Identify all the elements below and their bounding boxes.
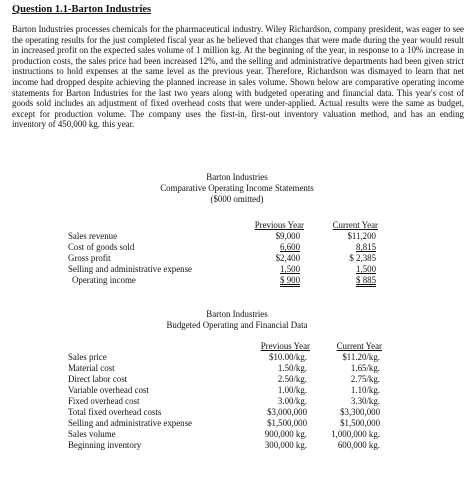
budget-row-previous: 2.50/kg. <box>277 374 307 384</box>
budget-row-label: Direct labor cost <box>68 374 128 384</box>
budget-row-label: Fixed overhead cost <box>68 396 140 406</box>
budget-row-current: 1.10/kg. <box>350 385 380 395</box>
budget-row-previous: 900,000 kg. <box>264 429 307 439</box>
income-statement-company: Barton Industries <box>206 172 268 182</box>
income-row-label: Cost of goods sold <box>68 242 135 252</box>
income-row-previous: 6,600 <box>280 242 300 252</box>
budget-row-current: $1,500,000 <box>340 418 380 428</box>
budget-title: Budgeted Operating and Financial Data <box>166 320 308 330</box>
income-row-current: $ 2,385 <box>349 253 376 263</box>
income-row-label: Sales revenue <box>68 231 118 241</box>
budget-row-current: 600,000 kg. <box>337 440 380 450</box>
budget-row-current: 3.30/kg. <box>350 396 380 406</box>
budget-row-label: Variable overhead cost <box>68 385 149 395</box>
income-row-current: $11,200 <box>347 231 376 241</box>
budget-row-label: Material cost <box>68 363 115 373</box>
budget-row-label: Beginning inventory <box>68 440 142 450</box>
budget-row-current: 1,000,000 kg. <box>331 429 380 439</box>
income-statement-subtitle: ($000 omitted) <box>210 194 264 204</box>
income-row-label: Gross profit <box>68 253 111 263</box>
budget-row-previous: 1.00/kg. <box>277 385 307 395</box>
question-title: Question 1.1-Barton Industries <box>12 4 152 15</box>
income-row-current: $ 885 <box>356 275 376 285</box>
problem-paragraph: Barton Industries processes chemicals for the pharmaceutical industry. Wiley Richardson, company president, was eager to see the operating results for the just completed fiscal year as he believed that changes that were made during the year would result in increased profit on the expected sales volume of 1 million kg. At the beginning of the year, in response to a 10% increase in production costs, the sales price had been increased 12%, and the selling and administrative departments had been given strict instructions to hold expenses at the same level as the previous year. Therefore, Richardson was dismayed to learn that net income had dropped despite achieving the planned increase in sales volume. Shown below are comparative operating income statements for Barton Industries for the last two years along with budgeted operating and financial data. This year's cost of goods sold includes an adjustment of fixed overhead costs that were under-applied. Actual results were the same as budget, except for production volume. The company uses the first-in, first-out inventory valuation method, and has an ending inventory of 450,000 kg. this year. <box>12 24 464 130</box>
income-col-current: Current Year <box>332 220 378 230</box>
budget-row-previous: $10.00/kg. <box>269 352 307 362</box>
budget-row-previous: $3,000,000 <box>267 407 307 417</box>
budget-row-label: Selling and administrative expense <box>68 418 192 428</box>
budget-row-previous: 1.50/kg. <box>277 363 307 373</box>
budget-row-previous: 300,000 kg. <box>264 440 307 450</box>
income-row-current: 8,815 <box>356 242 376 252</box>
budget-row-previous: 3.00/kg. <box>277 396 307 406</box>
budget-col-previous: Previous Year <box>260 341 310 351</box>
budget-row-label: Sales price <box>68 352 107 362</box>
budget-col-current: Current Year <box>336 341 382 351</box>
budget-row-current: 2.75/kg. <box>350 374 380 384</box>
budget-company: Barton Industries <box>206 309 268 319</box>
income-col-previous: Previous Year <box>254 220 304 230</box>
income-row-current: 1,500 <box>356 264 376 274</box>
income-row-label: Operating income <box>72 275 136 285</box>
income-row-previous: $9,000 <box>275 231 300 241</box>
income-row-label: Selling and administrative expense <box>68 264 192 274</box>
income-row-previous: 1,500 <box>280 264 300 274</box>
budget-row-previous: $1,500,000 <box>267 418 307 428</box>
income-statement-title: Comparative Operating Income Statements <box>160 183 314 193</box>
income-row-previous: $ 900 <box>280 275 300 285</box>
budget-row-label: Total fixed overhead costs <box>68 407 162 417</box>
budget-row-current: 1.65/kg. <box>350 363 380 373</box>
income-row-previous: $2,400 <box>275 253 300 263</box>
budget-row-current: $11.20/kg. <box>342 352 380 362</box>
budget-row-current: $3,300,000 <box>340 407 380 417</box>
budget-row-label: Sales volume <box>68 429 116 439</box>
